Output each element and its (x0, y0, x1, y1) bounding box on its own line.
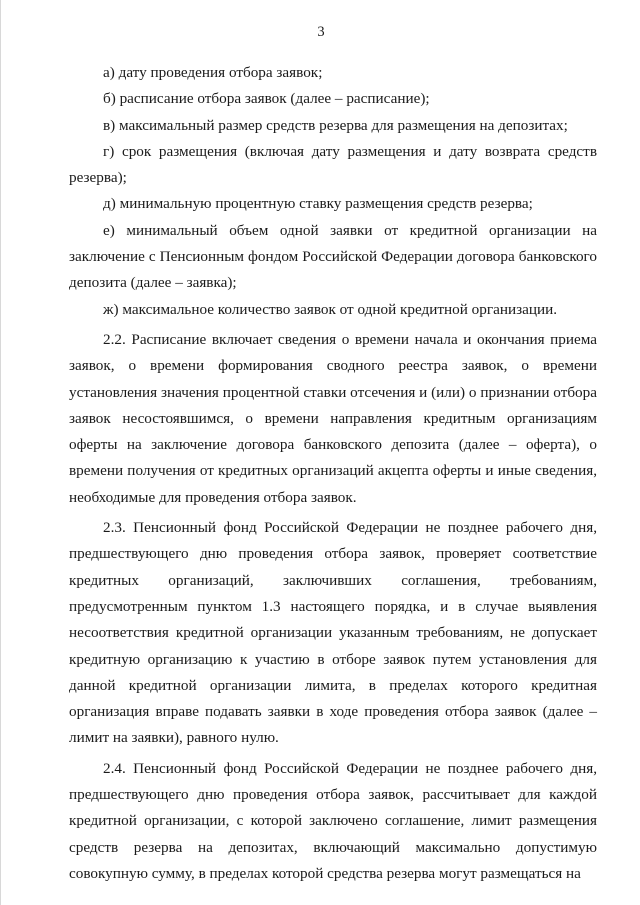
paragraph-2-3: 2.3. Пенсионный фонд Российской Федерации не позднее рабочего дня, предшествующего дню проведения отбора заявок, проверяет соответствие кредитных организаций, заключивших соглашения, требованиям, предусмотренным пунктом 1.3 настоящего порядка, и в случае выявления несоответствия кредитной организации указанным требованиям, не допускает кредитную организацию к участию в отборе заявок путем установления для данной кредитной организации лимита, в пределах которого кредитная организация вправе подавать заявки в ходе проведения отбора заявок (далее – лимит на заявки), равного нулю. (69, 519, 597, 747)
paragraph-item-g: г) срок размещения (включая дату размещения и дату возврата средств резерва); (69, 142, 597, 187)
document-body (69, 60, 597, 887)
page-number: 3 (317, 24, 325, 40)
paragraph-2-4: 2.4. Пенсионный фонд Российской Федерации не позднее рабочего дня, предшествующего дню проведения отбора заявок, рассчитывает для каждой кредитной организации, с которой заключено соглашение, лимит размещения средств резерва на депозитах, включающий максимально допустимую совокупную сумму, в пределах которой средства резерва могут размещаться на (69, 759, 597, 882)
paragraph-item-a: а) дату проведения отбора заявок; (103, 64, 323, 81)
paragraph-item-v: в) максимальный размер средств резерва для размещения на депозитах; (103, 116, 568, 134)
paragraph-2-2: 2.2. Расписание включает сведения о времени начала и окончания приема заявок, о времени формирования сводного реестра заявок, о времени установления значения процентной ставки отсечения и (или) о признании отбора заявок несостоявшимся, о времени направления кредитным организациям оферты на заключение договора банковского депозита (далее – оферта), о времени получения от кредитных организаций акцепта оферты и иные сведения, необходимые для проведения отбора заявок. (69, 330, 597, 506)
paragraph-item-b: б) расписание отбора заявок (далее – расписание); (103, 90, 430, 108)
paragraph-item-zh: ж) максимальное количество заявок от одной кредитной организации. (103, 300, 557, 318)
paragraph-item-d: д) минимальную процентную ставку размещения средств резерва; (103, 195, 533, 213)
paragraph-item-e: е) минимальный объем одной заявки от кредитной организации на заключение с Пенсионным фондом Российской Федерации договора банковского депозита (далее – заявка); (69, 221, 597, 292)
